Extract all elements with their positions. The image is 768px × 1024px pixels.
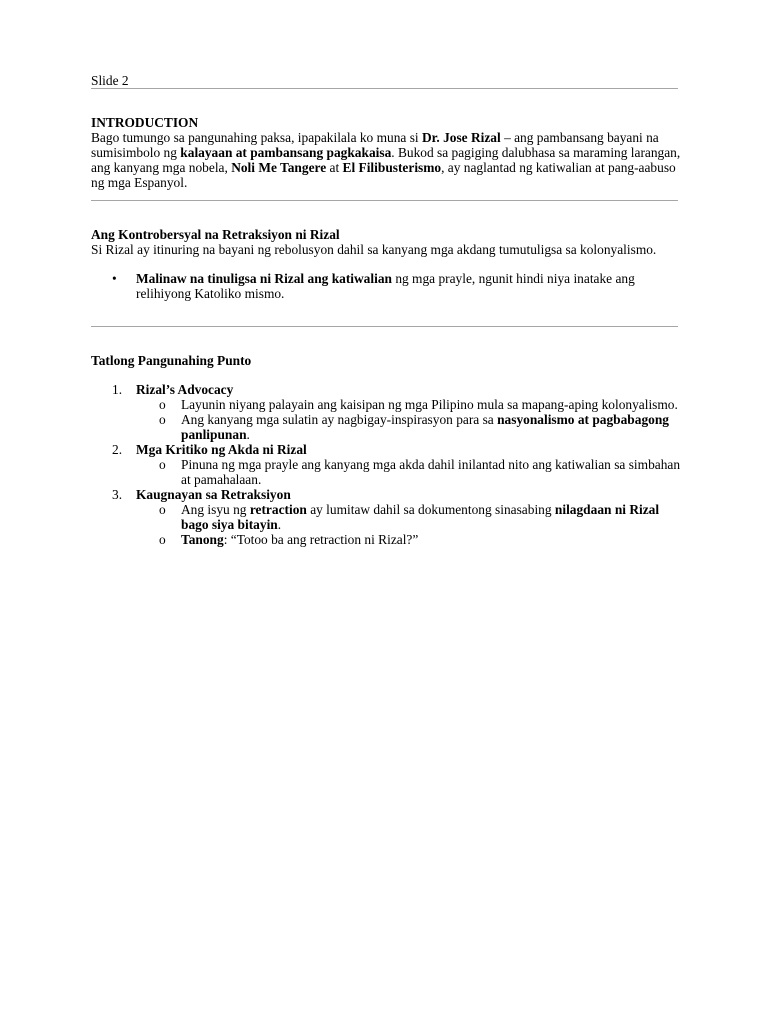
sub-item xyxy=(91,502,681,532)
sub-text: Pinuna ng mga prayle ang kanyang mga akda dahil inilantad nito ang katiwalian sa simbahan at pamahalaan. xyxy=(181,457,681,487)
sub-mark: o xyxy=(159,412,166,427)
intro-text-1: Bago tumungo sa pangunahing paksa, ipapakilala ko muna si xyxy=(91,130,422,145)
divider xyxy=(91,326,678,327)
sub-text-2: ay lumitaw dahil sa dokumentong sinasabing xyxy=(306,502,555,517)
intro-paragraph xyxy=(91,130,681,190)
sub-text: Layunin niyang palayain ang kaisipan ng mga Pilipino mula sa mapang-aping kolonyalismo. xyxy=(181,397,678,412)
sub-bold: retraction xyxy=(249,502,307,517)
intro-symbol: kalayaan at pambansang pagkakaisa xyxy=(180,145,392,160)
sub-item xyxy=(91,457,681,487)
intro-text-3: . Bukod sa pagiging dalubhasa sa maraming larangan, ang kanyang mga nobela, xyxy=(91,145,681,175)
sub-after: . xyxy=(246,427,250,442)
sub-mark: o xyxy=(159,397,166,412)
intro-novel-1: Noli Me Tangere xyxy=(231,160,327,175)
intro-name: Dr. Jose Rizal xyxy=(421,130,501,145)
bullet-item xyxy=(91,271,681,301)
sub-item xyxy=(91,532,681,547)
point-item xyxy=(91,382,681,397)
controversy-heading: Ang Kontrobersyal na Retraksiyon ni Rizal xyxy=(91,227,340,242)
bullet-bold: Malinaw na tinuligsa ni Rizal ang katiwalian xyxy=(136,271,392,286)
sub-mark: o xyxy=(159,532,166,547)
bullet-rest: ng mga prayle, ngunit hindi niya inatake ang relihiyong Katoliko mismo. xyxy=(136,271,635,301)
sub-text: : “Totoo ba ang retraction ni Rizal?” xyxy=(223,532,419,547)
intro-text-2: – ang pambansang bayani na sumisimbolo ng xyxy=(91,130,659,160)
divider xyxy=(91,88,678,89)
sub-after: . xyxy=(277,517,282,532)
point-number: 2. xyxy=(112,442,123,457)
sub-bold-2: nilagdaan ni Rizal bago siya bitayin xyxy=(181,502,660,532)
sub-text: Ang isyu ng xyxy=(181,502,250,517)
intro-text-4: at xyxy=(326,160,343,175)
sub-mark: o xyxy=(159,457,166,472)
point-title: Kaugnayan sa Retraksiyon xyxy=(136,487,291,502)
slide-label: Slide 2 xyxy=(91,73,129,88)
intro-text-5: , ay naglantad ng katiwalian at pang-aabuso ng mga Espanyol. xyxy=(91,160,676,190)
intro-novel-2: El Filibusterismo xyxy=(342,160,442,175)
point-item xyxy=(91,442,681,457)
intro-section xyxy=(91,115,681,190)
point-title: Mga Kritiko ng Akda ni Rizal xyxy=(136,442,307,457)
divider xyxy=(91,200,678,201)
point-item xyxy=(91,487,681,502)
points-heading: Tatlong Pangunahing Punto xyxy=(91,353,252,368)
controversy-section xyxy=(91,227,681,301)
sub-item xyxy=(91,397,681,412)
point-number: 1. xyxy=(112,382,123,397)
sub-text: Ang kanyang mga sulatin ay nagbigay-inspirasyon para sa xyxy=(181,412,498,427)
sub-bold: Tanong xyxy=(181,532,224,547)
sub-bold: nasyonalismo at pagbabagong panlipunan xyxy=(181,412,669,442)
point-title: Rizal’s Advocacy xyxy=(136,382,234,397)
bullet-mark: • xyxy=(112,271,117,286)
controversy-text: Si Rizal ay itinuring na bayani ng rebolusyon dahil sa kanyang mga akdang tumutuligsa sa kolonyalismo. xyxy=(91,242,657,257)
intro-heading: INTRODUCTION xyxy=(91,115,199,130)
point-number: 3. xyxy=(112,487,123,502)
sub-item xyxy=(91,412,681,442)
sub-mark: o xyxy=(159,502,166,517)
points-section xyxy=(91,353,681,547)
